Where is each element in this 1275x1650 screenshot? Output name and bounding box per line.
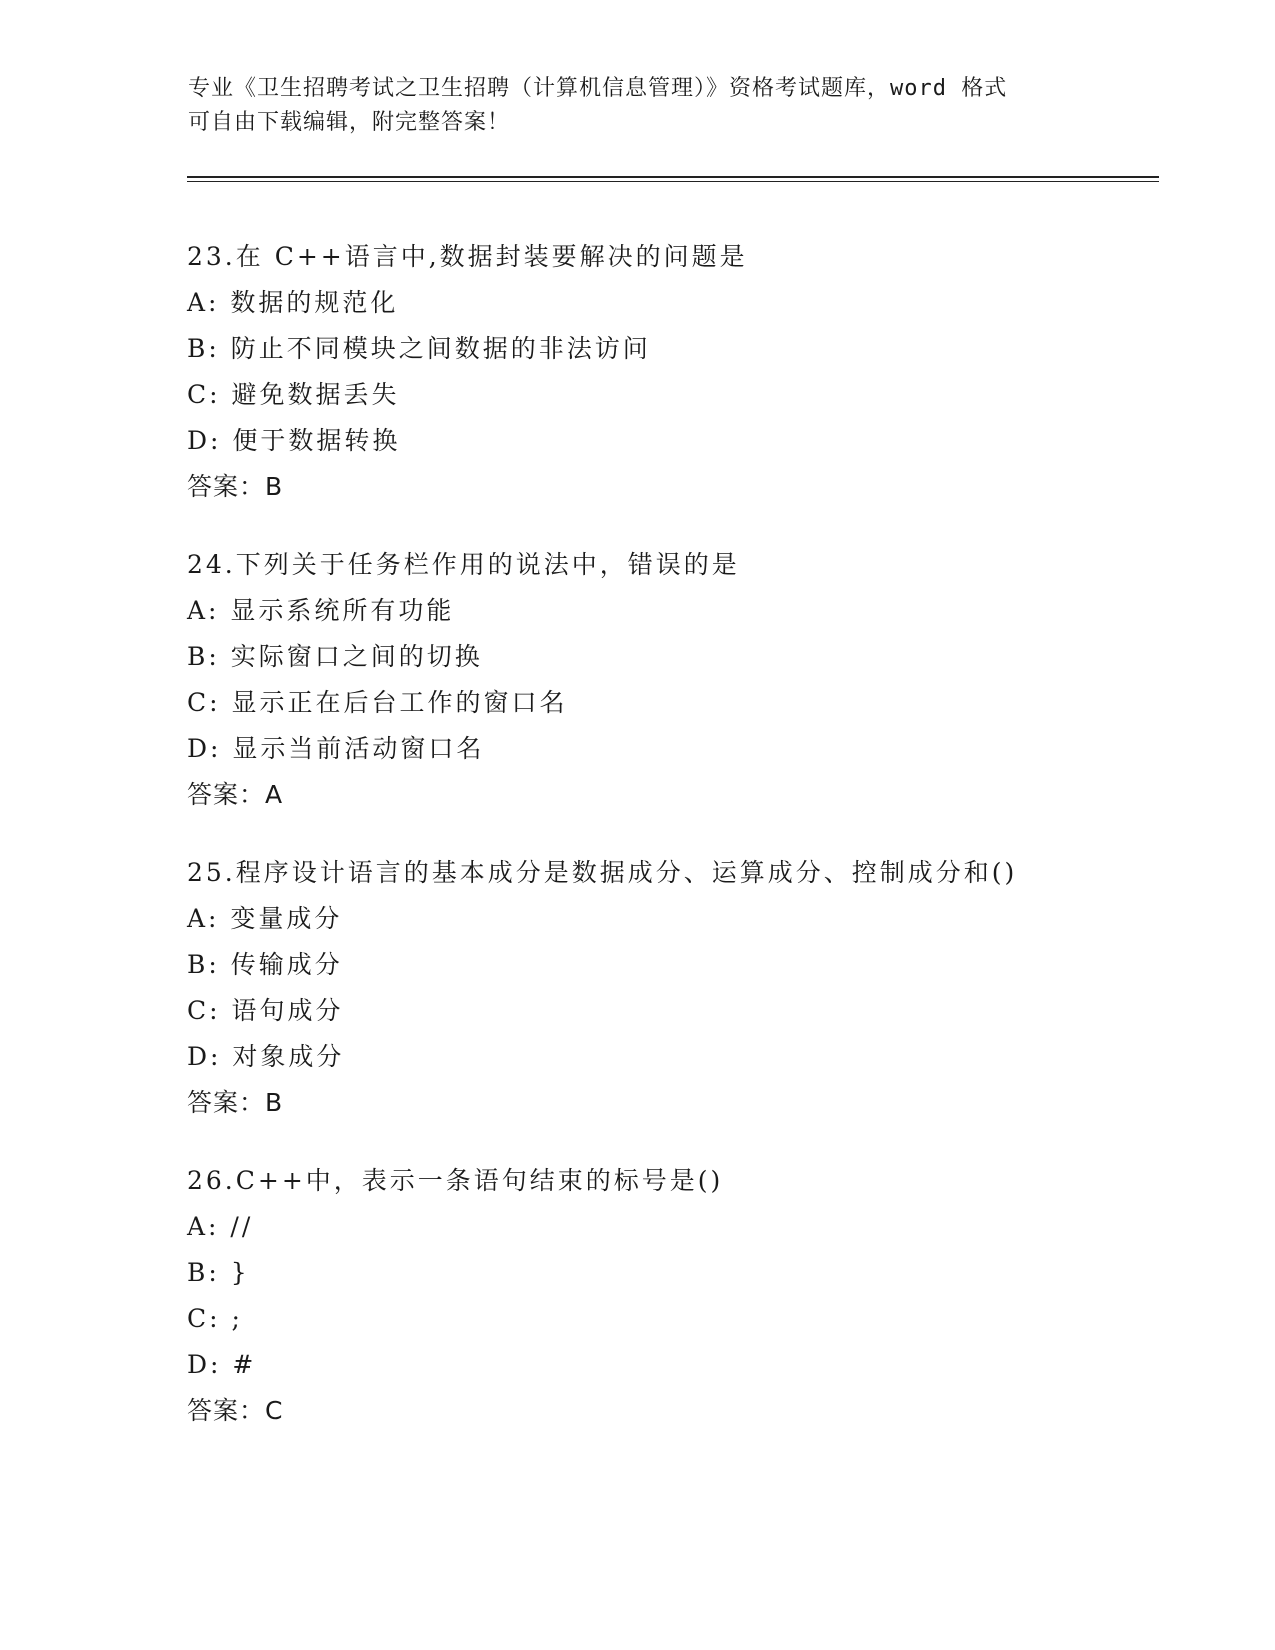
- question-stem: 23.在 C++语言中,数据封装要解决的问题是: [187, 242, 748, 271]
- header-line-2: 可自由下载编辑，附完整答案！: [188, 110, 511, 135]
- header-divider-thin: [187, 181, 1159, 182]
- question-stem: 25.程序设计语言的基本成分是数据成分、运算成分、控制成分和(): [187, 858, 1018, 887]
- answer-line: 答案：B: [187, 472, 284, 501]
- question-24: [187, 542, 1187, 818]
- document-header: [188, 72, 1088, 140]
- header-line-1: 专业《卫生招聘考试之卫生招聘（计算机信息管理）》资格考试题库，word 格式: [188, 76, 1008, 101]
- option-b: B: 传输成分: [187, 950, 343, 979]
- option-b: B: 实际窗口之间的切换: [187, 642, 483, 671]
- answer-line: 答案：C: [187, 1396, 284, 1425]
- answer-line: 答案：B: [187, 1088, 284, 1117]
- question-25: [187, 850, 1187, 1126]
- header-divider-thick: [187, 176, 1159, 178]
- option-d: D: 对象成分: [187, 1042, 345, 1071]
- option-c: C: 显示正在后台工作的窗口名: [187, 688, 568, 717]
- option-a: A: 变量成分: [187, 904, 343, 933]
- option-d: D: #: [187, 1350, 257, 1379]
- question-23: [187, 234, 1187, 510]
- option-b: B: 防止不同模块之间数据的非法访问: [187, 334, 651, 363]
- option-c: C: ;: [187, 1304, 243, 1333]
- question-stem: 24.下列关于任务栏作用的说法中，错误的是: [187, 550, 740, 579]
- option-b: B: }: [187, 1258, 250, 1287]
- option-c: C: 避免数据丢失: [187, 380, 400, 409]
- option-a: A: 显示系统所有功能: [187, 596, 455, 625]
- option-a: A: 数据的规范化: [187, 288, 399, 317]
- option-d: D: 便于数据转换: [187, 426, 401, 455]
- option-a: A: //: [187, 1212, 254, 1241]
- question-26: [187, 1158, 1187, 1434]
- question-stem: 26.C++中，表示一条语句结束的标号是(): [187, 1166, 724, 1195]
- option-c: C: 语句成分: [187, 996, 344, 1025]
- option-d: D: 显示当前活动窗口名: [187, 734, 485, 763]
- answer-line: 答案：A: [187, 780, 284, 809]
